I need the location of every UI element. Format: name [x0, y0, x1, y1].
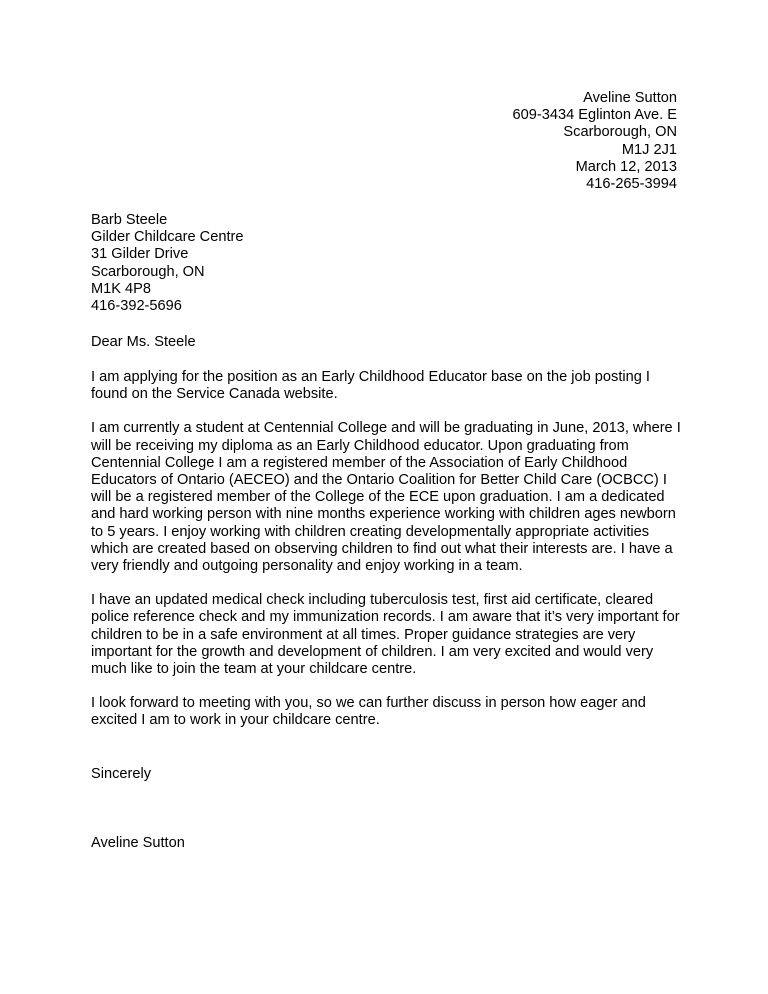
sender-phone: 416-265-3994 — [586, 176, 677, 193]
sender-address-block — [513, 90, 677, 193]
sender-name: Aveline Sutton — [583, 90, 677, 106]
sender-city: Scarborough, ON — [563, 124, 677, 141]
recipient-organization: Gilder Childcare Centre — [91, 229, 244, 246]
recipient-phone: 416-392-5696 — [91, 298, 182, 315]
body-paragraph: I look forward to meeting with you, so we can further discuss in person how eager and excited I am to work in your childcare centre. — [91, 695, 646, 729]
recipient-postal-code: M1K 4P8 — [91, 280, 152, 297]
recipient-city: Scarborough, ON — [91, 263, 205, 280]
sender-street: 609-3434 Eglinton Ave. E — [512, 107, 677, 124]
sender-postal-code: M1J 2J1 — [621, 141, 677, 158]
closing: Sincerely — [91, 766, 152, 782]
letter-body — [91, 369, 681, 747]
recipient-name: Barb Steele — [91, 212, 168, 228]
letter-date: March 12, 2013 — [575, 158, 677, 175]
salutation: Dear Ms. Steele — [91, 334, 196, 350]
recipient-address-block — [91, 212, 244, 315]
body-paragraph: I have an updated medical check including tuberculosis test, first aid certificate, cleared police reference check and my immunization records. I am aware that it’s very important for children to be in a safe environment at all times. Proper guidance strategies are very important for the growth and development of children. I am very excited and would very much like to join the team at your childcare centre. — [91, 592, 680, 678]
recipient-street: 31 Gilder Drive — [91, 246, 189, 263]
body-paragraph: I am applying for the position as an Early Childhood Educator base on the job posting I found on the Service Canada website. — [91, 369, 650, 403]
body-paragraph: I am currently a student at Centennial College and will be graduating in June, 2013, where I will be receiving my diploma as an Early Childhood educator. Upon graduating from Centennial College I am a registered member of the Association of Early Childhood Educators of Ontario (AECEO) and the Ontario Coalition for Better Child Care (OCBCC) I will be a registered member of the College of the ECE upon graduation. I am a dedicated and hard working person with nine months experience working with children ages newborn to 5 years. I enjoy working with children creating developmentally appropriate activities which are created based on observing children to find out what their interests are. I have a very friendly and outgoing personality and enjoy working in a team. — [91, 420, 681, 575]
signature-name: Aveline Sutton — [91, 835, 185, 851]
